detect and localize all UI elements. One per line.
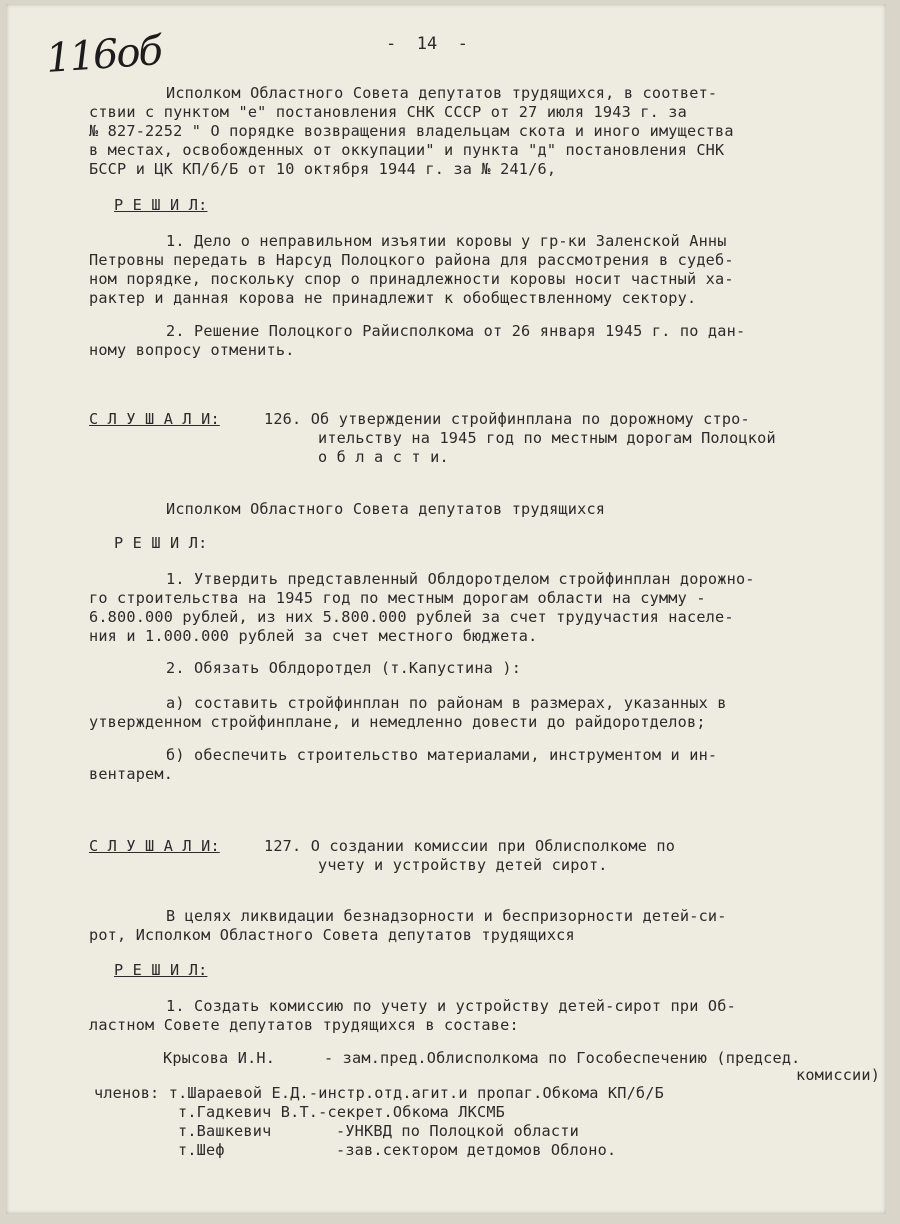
text-line: утвержденном стройфинплане, и немедленно довести до райдоротделов;	[89, 713, 706, 731]
text-line: комиссии)	[796, 1066, 881, 1084]
text-line: ствии с пунктом "е" постановления СНК СССР от 27 июля 1943 г. за	[89, 103, 687, 121]
text-line: Исполком Областного Совета депутатов трудящихся	[166, 500, 606, 518]
text-line: о б л а с т и.	[318, 448, 449, 466]
text-line: БССР и ЦК КП/б/Б от 10 октября 1944 г. за № 241/6,	[89, 160, 557, 178]
text-line: в местах, освобожденных от оккупации" и пункта "д" постановления СНК	[89, 141, 725, 159]
text-line: рот, Исполком Областного Совета депутатов трудящихся	[89, 926, 575, 944]
text-line: Петровны передать в Нарсуд Полоцкого района для рассмотрения в судеб-	[89, 251, 734, 269]
section-heading-resolved: Р Е Ш И Л:	[114, 196, 208, 214]
text-line: ния и 1.000.000 рублей за счет местного бюджета.	[89, 627, 538, 645]
commission-member: т.Гадкевич В.Т.-секрет.Обкома ЛКСМБ	[178, 1103, 506, 1121]
text-line: учету и устройству детей сирот.	[318, 856, 608, 874]
agenda-item-title: 126. Об утверждении стройфинплана по дорожному стро-	[264, 410, 750, 428]
agenda-item-title: 127. О создании комиссии при Облисполкоме по	[264, 837, 676, 855]
section-heading-heard: С Л У Ш А Л И:	[89, 410, 220, 428]
text-line: а) составить стройфинплан по районам в размерах, указанных в	[166, 694, 727, 712]
commission-chair-name: Крысова И.Н.	[163, 1049, 276, 1067]
text-line: 6.800.000 рублей, из них 5.800.000 рублей за счет трудучастия населе-	[89, 608, 734, 626]
text-line: 1. Утвердить представленный Облдоротделом стройфинплан дорожно-	[166, 570, 755, 588]
text-line: Исполком Областного Совета депутатов трудящихся, в соответ-	[166, 84, 718, 102]
commission-member-name: т.Шеф	[178, 1141, 225, 1159]
handwritten-archive-note: 116об	[44, 28, 163, 82]
text-line: 1. Дело о неправильном изъятии коровы у гр-ки Заленской Анны	[166, 232, 727, 250]
text-line: В целях ликвидации безнадзорности и беспризорности детей-си-	[166, 907, 727, 925]
text-line: б) обеспечить строительство материалами, инструментом и ин-	[166, 746, 718, 764]
text-line: ластном Совете депутатов трудящихся в составе:	[89, 1016, 519, 1034]
text-line: ному вопросу отменить.	[89, 341, 295, 359]
commission-chair-role: - зам.пред.Облисполкома по Гособеспечению (председ.	[324, 1049, 801, 1067]
text-line: ительству на 1945 год по местным дорогам Полоцкой	[318, 429, 776, 447]
commission-member-role: -зав.сектором детдомов Облоно.	[336, 1141, 617, 1159]
text-line: № 827-2252 " О порядке возвращения владельцам скота и иного имущества	[89, 122, 734, 140]
section-heading-heard: С Л У Ш А Л И:	[89, 837, 220, 855]
commission-member: членов: т.Шараевой Е.Д.-инстр.отд.агит.и пропаг.Обкома КП/б/Б	[94, 1084, 664, 1102]
commission-member-name: т.Вашкевич	[178, 1122, 272, 1140]
section-heading-resolved: Р Е Ш И Л:	[114, 534, 208, 552]
text-line: го строительства на 1945 год по местным дорогам области на сумму -	[89, 589, 706, 607]
section-heading-resolved: Р Е Ш И Л:	[114, 961, 208, 979]
text-line: 2. Обязать Облдоротдел (т.Капустина ):	[166, 659, 522, 677]
text-line: вентарем.	[89, 765, 174, 783]
document-page	[6, 4, 886, 1214]
commission-member-role: -УНКВД по Полоцкой области	[336, 1122, 579, 1140]
text-line: ном порядке, поскольку спор о принадлежности коровы носит частный ха-	[89, 270, 734, 288]
text-line: рактер и данная корова не принадлежит к обобществленному сектору.	[89, 289, 697, 307]
text-line: 1. Создать комиссию по учету и устройству детей-сирот при Об-	[166, 997, 736, 1015]
text-line: 2. Решение Полоцкого Райисполкома от 26 января 1945 г. по дан-	[166, 322, 746, 340]
page-number: - 14 -	[386, 34, 468, 54]
